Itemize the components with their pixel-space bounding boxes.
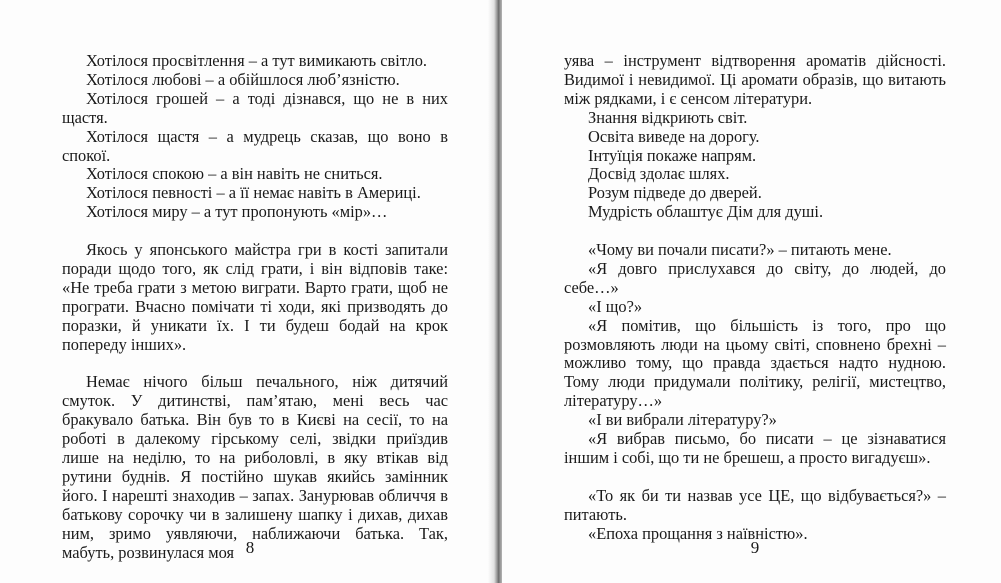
- right-page-text: [564, 52, 946, 544]
- paragraph: Хотілося любові – а обійшлося люб’язністю.: [86, 69, 400, 89]
- paragraph: Хотілося грошей – а тоді дізнався, що не в них щастя.: [62, 88, 448, 127]
- dialog-line: «То як би ти назвав усе ЦЕ, що відбувається?» – питають.: [564, 485, 946, 524]
- list-item: Інтуїція покаже напрям.: [588, 145, 757, 165]
- left-page-text: [62, 52, 448, 562]
- right-page: [502, 0, 1001, 583]
- dialog-line: «І ви вибрали літературу?»: [588, 410, 777, 430]
- paragraph: уява – інструмент відтворення ароматів дійсності. Видимої і невидимої. Ці аромати образів, що витають між рядками, і є сенсом літератури.: [564, 51, 946, 108]
- list-item: Мудрість облаштує Дім для душі.: [588, 202, 824, 222]
- paragraph: Хотілося просвітлення – а тут вимикають світло.: [86, 51, 427, 70]
- paragraph: Хотілося спокою – а він навіть не сниться.: [86, 164, 383, 184]
- paragraph: Хотілося миру – а тут пропонують «мір»…: [86, 202, 388, 222]
- paragraph: Хотілося щастя – а мудрець сказав, що воно в спокої.: [62, 126, 448, 165]
- paragraph: Хотілося певності – а її немає навіть в Америці.: [86, 183, 421, 203]
- left-page: [0, 0, 494, 583]
- page-number: 8: [245, 538, 255, 557]
- page-number: 9: [750, 538, 760, 557]
- dialog-line: «Епоха прощання з наївністю».: [588, 523, 808, 543]
- dialog-line: «Я довго прислухався до світу, до людей, до себе…»: [564, 258, 946, 297]
- paragraph: Немає нічого більш печального, ніж дитячий смуток. У дитинстві, пам’ятаю, мені весь час бракувало батька. Він був то в Києві на сесії, то на роботі в далекому гірському селі, звідки приїздив лише на неділю, то на риболовлі, в яку втікав від рутини буднів. Я постійно шукав якийсь замінник його. І нарешті знаходив – запах. Занурював обличчя в батькову сорочку чи в залишену шапку і дихав, дихав ним, зримо уявляючи, наближаючи батька. Так, мабуть, розвинулася моя: [62, 372, 448, 562]
- dialog-line: «Я помітив, що більшість із того, про що розмовляють люди на цьому світі, сповнено брехні – можливо тому, що правда здається надто нудною. Тому люди придумали політику, релігії, мистецтво, літературу…»: [564, 315, 946, 411]
- list-item: Досвід здолає шлях.: [588, 164, 730, 184]
- paragraph: Якось у японського майстра гри в кості запитали поради щодо того, як слід грати, і він відповів таке: «Не треба грати з метою виграти. Варто грати, щоб не програти. Вчасно помічати ті ходи, які призводять до поразки, й уникати їх. І ти будеш бодай на крок попереду інших».: [62, 240, 448, 354]
- list-item: Знання відкриють світ.: [588, 107, 748, 127]
- dialog-line: «Я вибрав письмо, бо писати – це зізнаватися іншим і собі, що ти не брешеш, а просто вигадуєш».: [564, 429, 946, 468]
- list-item: Освіта виведе на дорогу.: [588, 126, 760, 146]
- dialog-line: «Чому ви почали писати?» – питають мене.: [588, 240, 892, 260]
- list-item: Розум підведе до дверей.: [588, 183, 762, 203]
- dialog-line: «І що?»: [588, 296, 643, 316]
